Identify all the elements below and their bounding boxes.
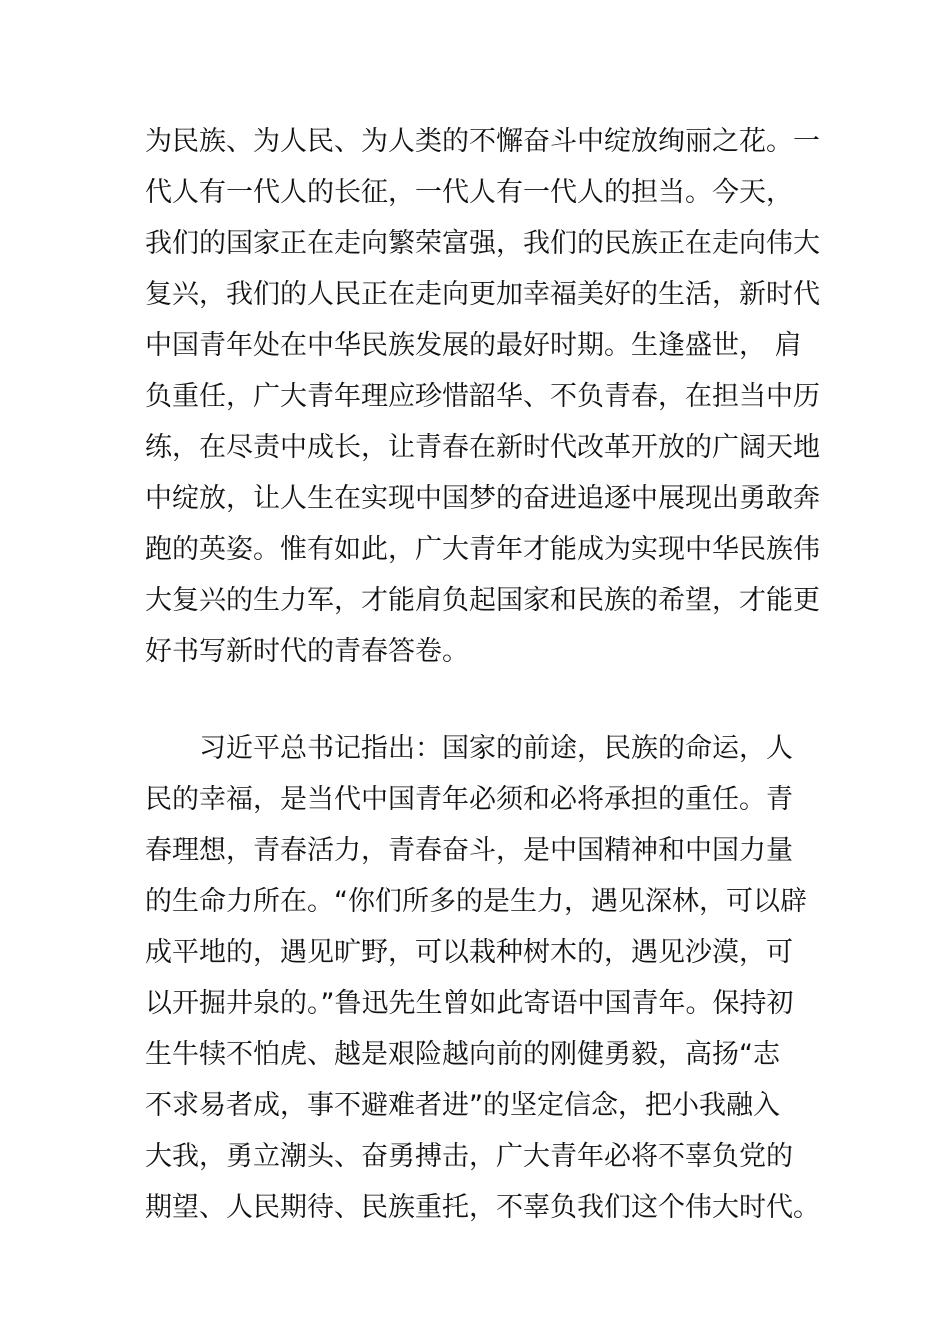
text-line: 中绽放，让人生在实现中国梦的奋进追逐中展现出勇敢奔 xyxy=(145,483,820,514)
paragraph-2 xyxy=(145,723,845,1233)
text-line: 好书写新时代的青春答卷。 xyxy=(145,636,469,667)
text-line: 负重任，广大青年理应珍惜韶华、不负青春，在担当中历 xyxy=(145,381,820,412)
text-line: 成平地的，遇见旷野，可以栽种树木的，遇见沙漠，可 xyxy=(145,937,793,968)
text-line: 不求易者成，事不避难者进”的坚定信念，把小我融入 xyxy=(145,1090,780,1121)
text-line: 春理想，青春活力，青春奋斗，是中国精神和中国力量 xyxy=(145,835,793,866)
text-line: 大我，勇立潮头、奋勇搏击，广大青年必将不辜负党的 xyxy=(145,1141,793,1172)
text-line: 期望、人民期待、民族重托，不辜负我们这个伟大时代。 xyxy=(145,1192,820,1223)
text-line: 以开掘井泉的。”鲁迅先生曾如此寄语中国青年。保持初 xyxy=(145,988,794,1019)
text-line: 大复兴的生力军，才能肩负起国家和民族的希望，才能更 xyxy=(145,585,820,616)
text-line: 民的幸福，是当代中国青年必须和必将承担的重任。青 xyxy=(145,784,793,815)
text-line: 中国青年处在中华民族发展的最好时期。生逢盛世， 肩 xyxy=(145,330,802,361)
text-line: 我们的国家正在走向繁荣富强，我们的民族正在走向伟大 xyxy=(145,228,820,259)
text-line: 复兴，我们的人民正在走向更加幸福美好的生活，新时代 xyxy=(145,279,820,310)
text-line: 习近平总书记指出：国家的前途，民族的命运，人 xyxy=(199,733,793,764)
text-line: 生牛犊不怕虎、越是艰险越向前的刚健勇毅，高扬“志 xyxy=(145,1039,780,1070)
text-line: 的生命力所在。“你们所多的是生力，遇见深林，可以辟 xyxy=(145,886,807,917)
text-line: 跑的英姿。惟有如此，广大青年才能成为实现中华民族伟 xyxy=(145,534,820,565)
text-line: 为民族、为人民、为人类的不懈奋斗中绽放绚丽之花。一 xyxy=(145,126,820,157)
text-line: 代人有一代人的长征，一代人有一代人的担当。今天， xyxy=(145,177,793,208)
text-line: 练，在尽责中成长，让青春在新时代改革开放的广阔天地 xyxy=(145,432,820,463)
paragraph-1 xyxy=(145,116,845,677)
